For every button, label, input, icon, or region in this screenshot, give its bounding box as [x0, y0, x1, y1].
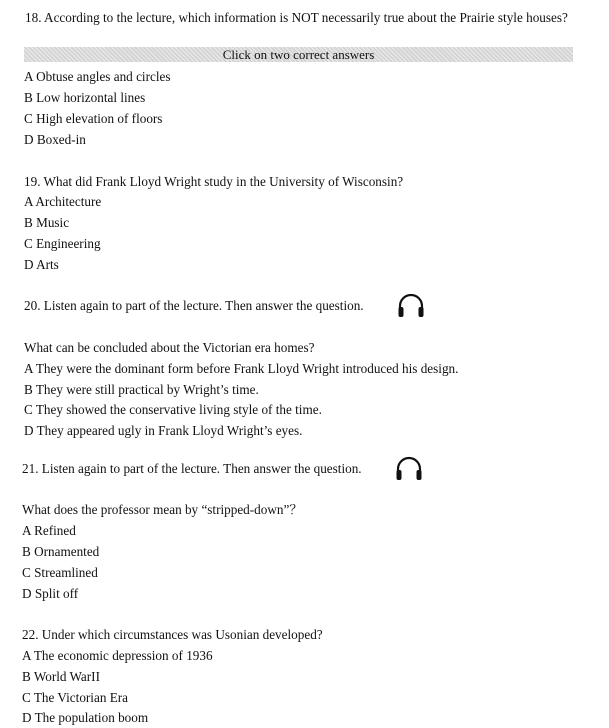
q20-option-a[interactable]: A They were the dominant form before Frank Lloyd Wright introduced his design.: [24, 361, 459, 376]
question-21-prompt: 21. Listen again to part of the lecture. Then answer the question.: [22, 461, 362, 476]
q18-option-b[interactable]: B Low horizontal lines: [24, 90, 146, 105]
q20-option-d[interactable]: D They appeared ugly in Frank Lloyd Wright’s eyes.: [24, 423, 303, 438]
q19-option-b[interactable]: B Music: [24, 215, 70, 230]
headphones-icon[interactable]: [395, 456, 423, 482]
question-20-text: What can be concluded about the Victorian era homes?: [24, 340, 315, 355]
q22-option-d[interactable]: D The population boom: [22, 710, 149, 725]
question-19-text: 19. What did Frank Lloyd Wright study in the University of Wisconsin?: [24, 174, 404, 189]
q22-option-b[interactable]: B World WarII: [22, 669, 100, 684]
q18-option-d[interactable]: D Boxed-in: [24, 132, 86, 147]
q19-option-a[interactable]: A Architecture: [24, 194, 102, 209]
answer-instruction-bar: Click on two correct answers: [24, 47, 573, 62]
question-21-text: What does the professor mean by “stripped-down”？: [22, 502, 303, 517]
q20-option-b[interactable]: B They were still practical by Wright’s time.: [24, 382, 259, 397]
q18-option-c[interactable]: C High elevation of floors: [24, 111, 163, 126]
headphones-icon[interactable]: [397, 293, 425, 319]
question-18-text: 18. According to the lecture, which information is NOT necessarily true about the Prairie style houses?: [25, 10, 568, 25]
q18-option-a[interactable]: A Obtuse angles and circles: [24, 69, 171, 84]
q21-option-c[interactable]: C Streamlined: [22, 565, 98, 580]
q20-option-c[interactable]: C They showed the conservative living style of the time.: [24, 402, 322, 417]
q19-option-d[interactable]: D Arts: [24, 257, 59, 272]
q21-option-a[interactable]: A Refined: [22, 523, 76, 538]
q19-option-c[interactable]: C Engineering: [24, 236, 101, 251]
q22-option-a[interactable]: A The economic depression of 1936: [22, 648, 213, 663]
q21-option-b[interactable]: B Ornamented: [22, 544, 100, 559]
q22-option-c[interactable]: C The Victorian Era: [22, 690, 129, 705]
q21-option-d[interactable]: D Split off: [22, 586, 79, 601]
question-20-prompt: 20. Listen again to part of the lecture. Then answer the question.: [24, 298, 364, 313]
question-22-text: 22. Under which circumstances was Usonian developed?: [22, 627, 323, 642]
